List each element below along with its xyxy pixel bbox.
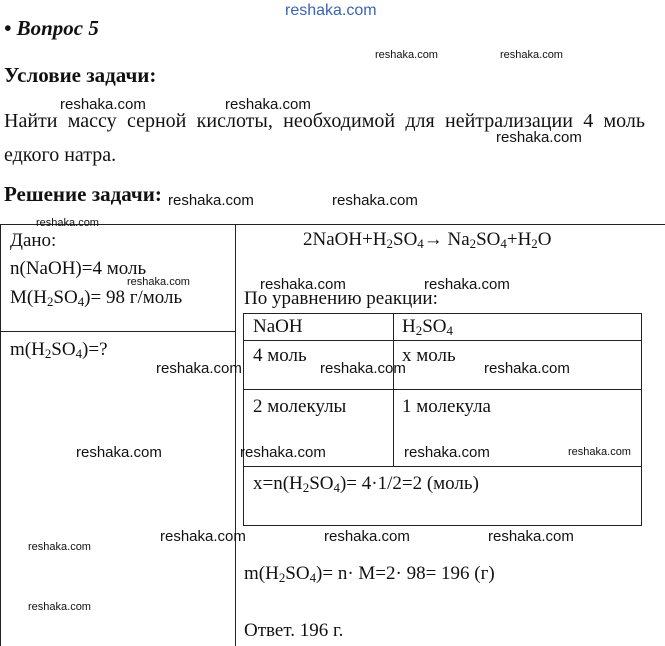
inner-cell-naoh-moles: 4 моль: [253, 345, 307, 366]
watermark-top: reshaka.com: [285, 2, 377, 19]
inner-table-mid: [393, 313, 394, 467]
watermark: reshaka.com: [324, 528, 410, 545]
inner-table-top: [243, 313, 642, 314]
solution-heading: Решение задачи:: [4, 182, 162, 206]
given-divider: [0, 331, 235, 332]
watermark: reshaka.com: [156, 360, 242, 377]
given-molar-mass: $M(H_2SO_4)= 98$ г/моль: [10, 287, 183, 310]
inner-table-bottom: [243, 525, 642, 526]
table-column-divider: [235, 224, 236, 646]
watermark: reshaka.com: [375, 49, 438, 61]
condition-heading: Условие задачи:: [4, 63, 157, 87]
inner-table-row1-bottom: [243, 389, 642, 390]
watermark: reshaka.com: [496, 129, 582, 146]
question-title: • Вопрос 5: [4, 16, 99, 40]
watermark: reshaka.com: [76, 444, 162, 461]
inner-cell-acid-moles: х моль: [402, 345, 456, 366]
watermark: reshaka.com: [60, 96, 146, 113]
table-left-border: [0, 224, 1, 646]
watermark: reshaka.com: [320, 360, 406, 377]
watermark: reshaka.com: [28, 601, 91, 613]
watermark: reshaka.com: [36, 217, 99, 229]
watermark: reshaka.com: [568, 446, 631, 458]
calc-x: $x=n(H_2SO_4)= 4\cdot 1/2=2$ (моль): [253, 473, 479, 496]
given-n-naoh: n(NaOH)=4 моль: [10, 258, 147, 279]
table-top-border: [0, 224, 665, 225]
inner-cell-acid-molecules: 1 молекула: [402, 396, 491, 417]
inner-header-naoh: NaOH: [253, 316, 303, 337]
find-mass: $m(H_2SO_4)=$?: [10, 339, 108, 362]
watermark: reshaka.com: [404, 444, 490, 461]
inner-header-h2so4: $H_2SO_4$: [402, 316, 453, 339]
by-equation-label: По уравнению реакции:: [244, 288, 438, 309]
watermark: reshaka.com: [160, 528, 246, 545]
inner-table-left: [243, 313, 244, 526]
watermark: reshaka.com: [127, 276, 190, 288]
inner-table-right: [641, 313, 642, 526]
watermark: reshaka.com: [332, 192, 418, 209]
given-label: Дано:: [10, 230, 57, 251]
condition-text: Найти массу серной кислоты, необходимой для нейтрализации 4 моль едкого натра.: [4, 110, 645, 166]
calc-mass: $m(H_2SO_4)= n\cdot M=2\cdot 98= 196$ (г): [244, 563, 495, 586]
watermark: reshaka.com: [488, 528, 574, 545]
watermark: reshaka.com: [28, 541, 91, 553]
inner-table-header-bottom: [243, 340, 642, 341]
watermark: reshaka.com: [260, 276, 346, 293]
inner-cell-naoh-molecules: 2 молекулы: [253, 396, 347, 417]
watermark: reshaka.com: [240, 444, 326, 461]
reaction-equation: $2NaOH+H_2SO_4\to Na_2SO_4+H_2O$: [303, 229, 552, 252]
watermark: reshaka.com: [484, 360, 570, 377]
watermark: reshaka.com: [225, 96, 311, 113]
watermark: reshaka.com: [424, 276, 510, 293]
inner-table-row2-bottom: [243, 466, 642, 467]
watermark: reshaka.com: [168, 192, 254, 209]
answer: Ответ. 196 г.: [244, 620, 344, 641]
watermark: reshaka.com: [500, 49, 563, 61]
